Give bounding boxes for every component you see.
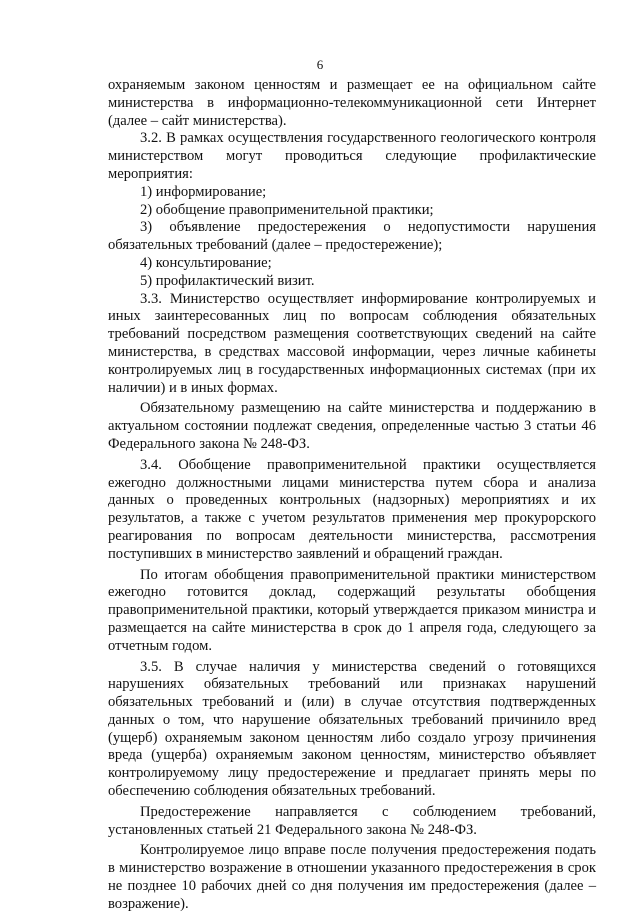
paragraph-3-3: 3.3. Министерство осуществляет информирование контролируемых и иных заинтересованных лиц по вопросам соблюдения обязательных требований посредством размещения соответствующих сведений на сайте министерства, в средствах массовой информации, через личные кабинеты контролируемых лиц в государственных информационных системах (при их наличии) и в иных формах.	[108, 290, 596, 396]
list-item-3: 3) объявление предостережения о недопустимости нарушения обязательных требований (далее – предостережение);	[108, 219, 596, 254]
paragraph-3-5: 3.5. В случае наличия у министерства сведений о готовящихся нарушениях обязательных требований или признаках нарушений обязательных требований и (или) в случае отсутствия подтвержденных данных о том, что нарушение обязательных требований причинило вред (ущерб) охраняемым законом ценностям либо создало угрозу причинения вреда (ущерба) охраняемым законом ценностям, министерство объявляет контролируемому лицу предостережение и предлагает принять меры по обеспечению соблюдения обязательных требований.	[108, 658, 596, 800]
list-item-5: 5) профилактический визит.	[140, 272, 315, 289]
list-item-2: 2) обобщение правоприменительной практики;	[140, 201, 434, 218]
paragraph-3-4: 3.4. Обобщение правоприменительной практики осуществляется ежегодно должностными лицами министерства путем сбора и анализа данных о проведенных контрольных (надзорных) мероприятиях и их результатов, а также с учетом результатов применения мер прокурорского реагирования по вопросам деятельности министерства, рассмотрения поступивших в министерство заявлений и обращений граждан.	[108, 456, 596, 562]
list-item-4: 4) консультирование;	[140, 254, 272, 271]
paragraph-warning-sending: Предостережение направляется с соблюдением требований, установленных статьей 21 Федерального закона № 248-ФЗ.	[108, 803, 596, 838]
page-number: 6	[316, 57, 324, 72]
paragraph-objection: Контролируемое лицо вправе после получения предостережения подать в министерство возражение в отношении указанного предостережения в срок не позднее 10 рабочих дней со дня получения им предостережения (далее – возражение).	[108, 842, 596, 912]
paragraph-mandatory-publication: Обязательному размещению на сайте министерства и поддержанию в актуальном состоянии подлежат сведения, определенные частью 3 статьи 46 Федерального закона № 248-ФЗ.	[108, 400, 596, 452]
document-body	[108, 77, 596, 914]
paragraph-report: По итогам обобщения правоприменительной практики министерством ежегодно готовится доклад, содержащий результаты обобщения правоприменительной практики, который утверждается приказом министра и размещается на сайте министерства в срок до 1 апреля года, следующего за отчетным годом.	[108, 566, 596, 654]
paragraph-continuation: охраняемым законом ценностям и размещает ее на официальном сайте министерства в информационно-телекоммуникационной сети Интернет (далее – сайт министерства).	[108, 77, 596, 129]
list-item-1: 1) информирование;	[140, 183, 267, 200]
paragraph-3-2: 3.2. В рамках осуществления государственного геологического контроля министерством могут проводиться следующие профилактические мероприятия:	[108, 130, 596, 182]
